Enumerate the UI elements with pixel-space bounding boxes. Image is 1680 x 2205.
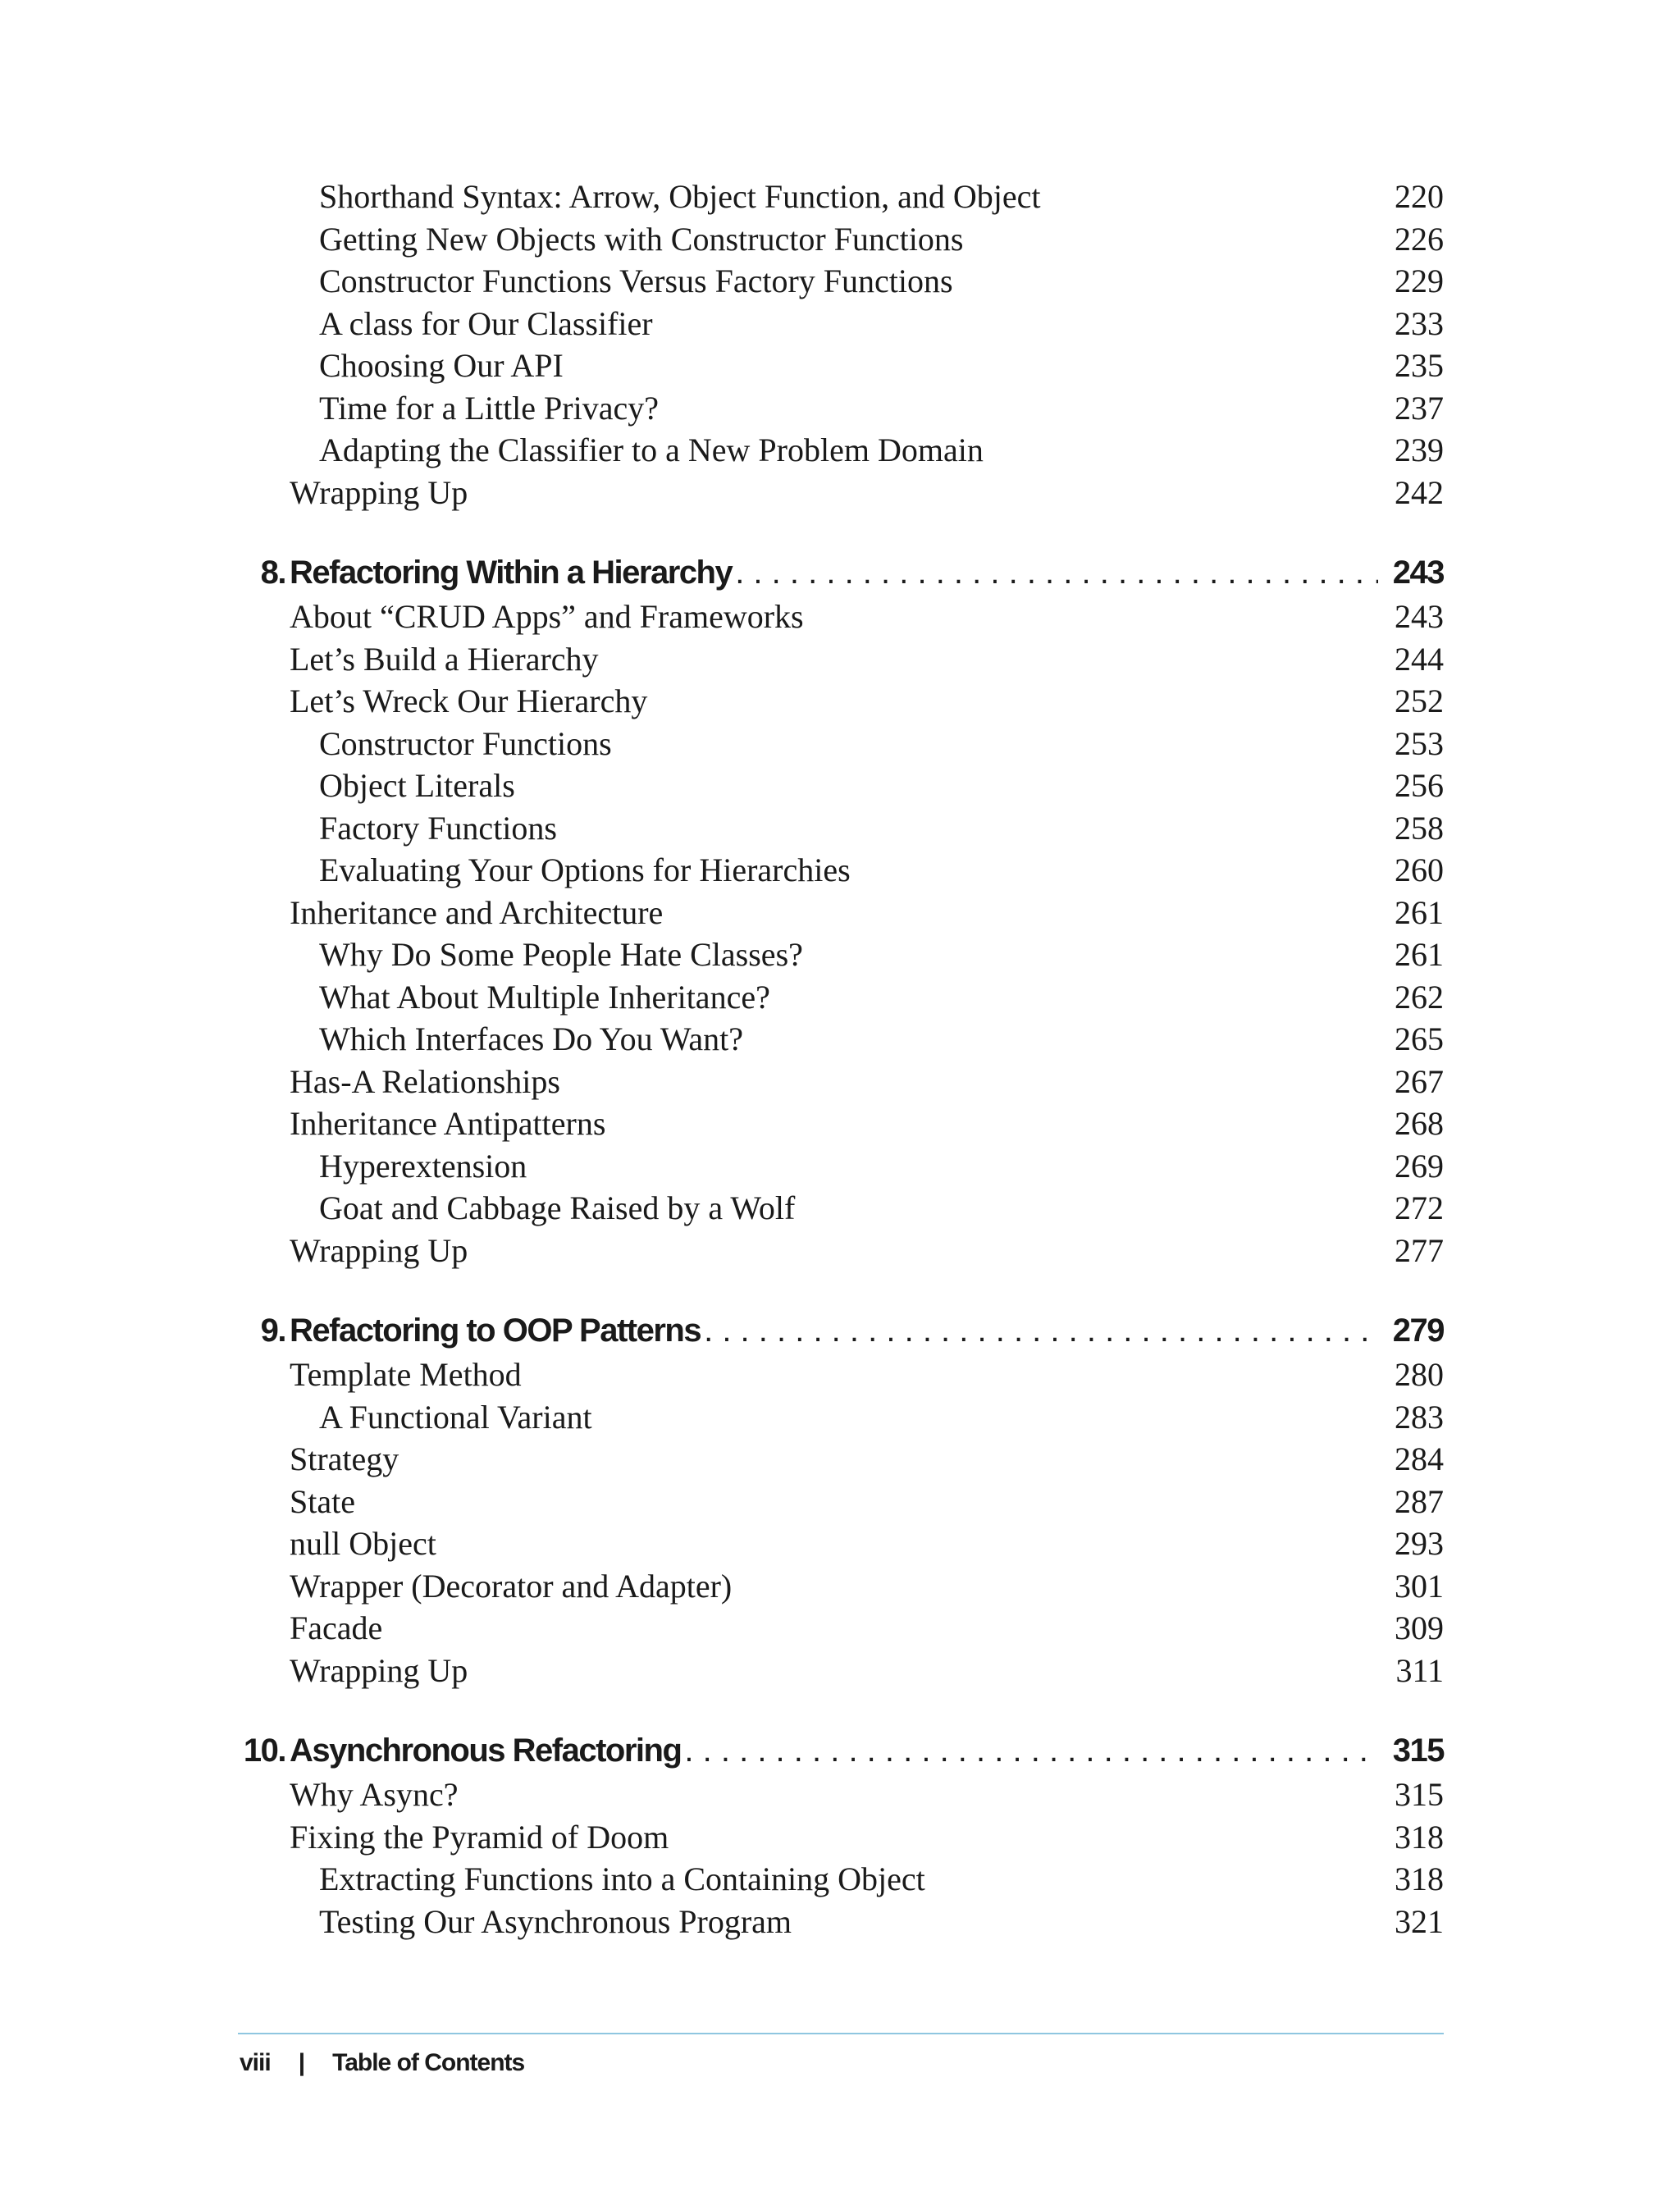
- toc-entry-title: What About Multiple Inheritance?: [319, 978, 770, 1016]
- toc-entry[interactable]: [221, 1858, 1444, 1901]
- toc-entry-page: 253: [1395, 724, 1444, 762]
- toc-entry[interactable]: [221, 1145, 1444, 1188]
- toc-entry-page: 268: [1395, 1105, 1444, 1142]
- toc-entry[interactable]: [221, 345, 1444, 387]
- toc-entry-title: Let’s Wreck Our Hierarchy: [290, 682, 648, 719]
- toc-entry-page: 265: [1395, 1020, 1444, 1057]
- toc-entry-title: Strategy: [290, 1440, 399, 1477]
- toc-entry[interactable]: [221, 303, 1444, 345]
- toc-entry-page: 267: [1395, 1062, 1444, 1100]
- toc-entry-title: Why Do Some People Hate Classes?: [319, 936, 803, 973]
- toc-entry-title: Inheritance and Architecture: [290, 893, 664, 931]
- dot-leader: [735, 550, 1378, 596]
- toc-entry[interactable]: [221, 1816, 1444, 1859]
- toc-entry[interactable]: [221, 1438, 1444, 1481]
- toc-entry-title: Wrapping Up: [290, 1651, 468, 1689]
- toc-entry-page: 287: [1395, 1482, 1444, 1520]
- toc-entry-page: 284: [1395, 1440, 1444, 1477]
- toc-entry-title: Goat and Cabbage Raised by a Wolf: [319, 1189, 796, 1226]
- toc-entry[interactable]: [221, 638, 1444, 681]
- toc-entry-title: State: [290, 1482, 355, 1520]
- toc-entry[interactable]: [221, 807, 1444, 850]
- toc-entry-page: 315: [1395, 1776, 1444, 1813]
- toc-entry[interactable]: [221, 260, 1444, 303]
- toc-entry[interactable]: [221, 849, 1444, 892]
- toc-entry-page: 283: [1395, 1398, 1444, 1436]
- toc-entry-title: Evaluating Your Options for Hierarchies: [319, 851, 851, 888]
- toc-entry[interactable]: [221, 429, 1444, 472]
- footer-separator: |: [298, 2049, 305, 2076]
- toc-entry-page: 311: [1395, 1651, 1444, 1689]
- chapter-title: Refactoring Within a Hierarchy: [290, 555, 733, 591]
- toc-entry-title: About “CRUD Apps” and Frameworks: [290, 598, 804, 635]
- toc-entry[interactable]: [221, 1396, 1444, 1439]
- chapter-title: Refactoring to OOP Patterns: [290, 1312, 701, 1349]
- toc-entry-page: 258: [1395, 809, 1444, 847]
- toc-entry[interactable]: [221, 1481, 1444, 1523]
- toc-entry-title: Constructor Functions Versus Factory Functions: [319, 262, 953, 299]
- toc-entry-page: 233: [1395, 304, 1444, 342]
- toc-entry[interactable]: [221, 1187, 1444, 1230]
- toc-entry[interactable]: [221, 723, 1444, 765]
- toc-entry-title: Constructor Functions: [319, 724, 612, 762]
- toc-entry-title: Extracting Functions into a Containing Object: [319, 1860, 925, 1897]
- toc-entry-page: 321: [1395, 1902, 1444, 1940]
- toc-entry-title: Wrapper (Decorator and Adapter): [290, 1567, 733, 1605]
- toc-entry-page: 252: [1395, 682, 1444, 719]
- toc-entry-title: Has-A Relationships: [290, 1062, 560, 1100]
- toc-entry-title: null Object: [290, 1525, 436, 1562]
- toc-entry[interactable]: [221, 934, 1444, 976]
- toc-chapter-heading[interactable]: [221, 550, 1444, 596]
- toc-entry-page: 229: [1395, 262, 1444, 299]
- toc-entry[interactable]: [221, 1650, 1444, 1692]
- toc-entry-title: Fixing the Pyramid of Doom: [290, 1818, 669, 1856]
- chapter-title: Asynchronous Refactoring: [290, 1732, 682, 1769]
- toc-entry[interactable]: [221, 596, 1444, 638]
- toc-entry[interactable]: [221, 976, 1444, 1019]
- toc-entry-title: Hyperextension: [319, 1147, 527, 1185]
- toc-entry[interactable]: [221, 1018, 1444, 1061]
- toc-entry[interactable]: [221, 1354, 1444, 1396]
- toc-entry-page: 272: [1395, 1189, 1444, 1226]
- toc-entry-title: Choosing Our API: [319, 347, 564, 384]
- toc-entry-title: Let’s Build a Hierarchy: [290, 640, 599, 678]
- toc-entry-page: 220: [1395, 178, 1444, 215]
- toc-entry-title: Factory Functions: [319, 809, 557, 847]
- toc-entry-title: Facade: [290, 1609, 383, 1646]
- toc-entry-page: 261: [1395, 936, 1444, 973]
- toc-entry-page: 226: [1395, 220, 1444, 258]
- toc-entry[interactable]: [221, 472, 1444, 514]
- toc-entry-page: 260: [1395, 851, 1444, 888]
- toc-entry-page: 237: [1395, 389, 1444, 427]
- toc-entry-title: Testing Our Asynchronous Program: [319, 1902, 792, 1940]
- toc-entry-title: Adapting the Classifier to a New Problem Domain: [319, 431, 984, 468]
- toc-entry[interactable]: [221, 680, 1444, 723]
- page-footer: [240, 2043, 524, 2084]
- toc-entry-page: 318: [1395, 1818, 1444, 1856]
- footer-page-number: viii: [240, 2049, 271, 2076]
- toc-entry[interactable]: [221, 1774, 1444, 1816]
- chapter-number: 10.: [243, 1732, 285, 1769]
- toc-entry-page: 256: [1395, 767, 1444, 804]
- chapter-number: 8.: [260, 555, 285, 591]
- toc-entry-page: 244: [1395, 640, 1444, 678]
- toc-entry-title: Which Interfaces Do You Want?: [319, 1020, 744, 1057]
- footer-rule: [238, 2033, 1444, 2034]
- toc-entry-title: Inheritance Antipatterns: [290, 1105, 606, 1142]
- chapter-number: 9.: [260, 1312, 285, 1349]
- toc-entry-page: 242: [1395, 473, 1444, 511]
- toc-entry[interactable]: [221, 1522, 1444, 1565]
- footer-section-title: Table of Contents: [332, 2049, 525, 2076]
- chapter-page: 315: [1392, 1732, 1444, 1769]
- dot-leader: [704, 1308, 1378, 1354]
- toc-entry-title: Why Async?: [290, 1776, 459, 1813]
- toc-entry-page: 261: [1395, 893, 1444, 931]
- toc-entry[interactable]: [221, 1061, 1444, 1103]
- toc-entry-title: Wrapping Up: [290, 473, 468, 511]
- toc-chapter-heading[interactable]: [221, 1728, 1444, 1774]
- toc-entry-title: A class for Our Classifier: [319, 304, 653, 342]
- toc-entry-title: Shorthand Syntax: Arrow, Object Function, and Object: [319, 178, 1041, 215]
- toc-entry-page: 318: [1395, 1860, 1444, 1897]
- toc-entry-page: 301: [1395, 1567, 1444, 1605]
- toc-entry-title: Getting New Objects with Constructor Functions: [319, 220, 964, 258]
- toc-entry[interactable]: [221, 218, 1444, 261]
- chapter-page: 279: [1392, 1312, 1444, 1349]
- toc-entry[interactable]: [221, 1102, 1444, 1145]
- dot-leader: [684, 1728, 1377, 1774]
- toc-entry-page: 277: [1395, 1231, 1444, 1269]
- toc-entry-title: Template Method: [290, 1356, 522, 1393]
- toc-entry[interactable]: [221, 176, 1444, 218]
- toc-entry-page: 235: [1395, 347, 1444, 384]
- toc-entry-title: Object Literals: [319, 767, 515, 804]
- toc-entry[interactable]: [221, 1565, 1444, 1608]
- chapter-page: 243: [1392, 555, 1444, 591]
- toc-entry[interactable]: [221, 765, 1444, 807]
- toc-entry-page: 239: [1395, 431, 1444, 468]
- toc-entry-page: 269: [1395, 1147, 1444, 1185]
- toc-entry[interactable]: [221, 892, 1444, 934]
- toc-entry-page: 262: [1395, 978, 1444, 1016]
- toc-entry[interactable]: [221, 1607, 1444, 1650]
- toc-entry[interactable]: [221, 1230, 1444, 1272]
- toc-chapter-heading[interactable]: [221, 1308, 1444, 1354]
- toc-entry-page: 243: [1395, 598, 1444, 635]
- toc-entry-page: 280: [1395, 1356, 1444, 1393]
- table-of-contents: [221, 176, 1444, 1942]
- toc-entry-title: A Functional Variant: [319, 1398, 592, 1436]
- toc-entry-title: Wrapping Up: [290, 1231, 468, 1269]
- toc-entry-title: Time for a Little Privacy?: [319, 389, 659, 427]
- toc-entry[interactable]: [221, 1901, 1444, 1943]
- toc-entry-page: 309: [1395, 1609, 1444, 1646]
- toc-entry-page: 293: [1395, 1525, 1444, 1562]
- toc-entry[interactable]: [221, 387, 1444, 430]
